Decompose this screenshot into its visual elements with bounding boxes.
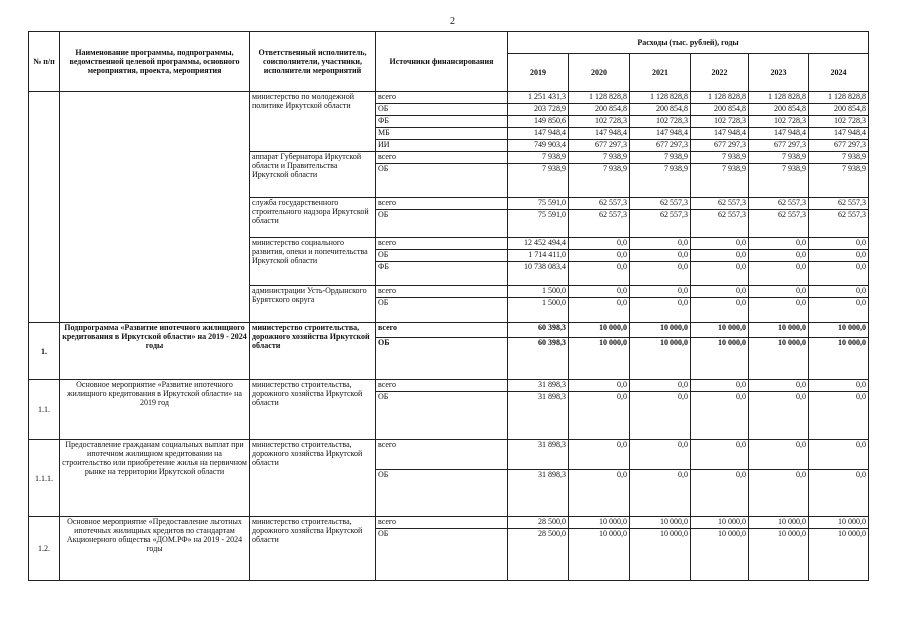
funding-source: ОБ	[376, 529, 508, 581]
expense-value: 0,0	[630, 262, 691, 286]
expense-value: 7 938,9	[809, 152, 869, 164]
funding-source: МБ	[376, 128, 508, 140]
responsible-executor: министерство социального развития, опеки и попечительства Иркутской области	[250, 238, 376, 286]
funding-source: всего	[376, 517, 508, 529]
expense-value: 0,0	[630, 250, 691, 262]
funding-source: всего	[376, 92, 508, 104]
expense-value: 102 728,3	[749, 116, 809, 128]
expense-value: 149 850,6	[508, 116, 569, 128]
expense-value: 203 728,9	[508, 104, 569, 116]
expense-value: 10 000,0	[569, 529, 630, 581]
expense-value: 7 938,9	[569, 164, 630, 198]
expense-value: 677 297,3	[569, 140, 630, 152]
expense-value: 200 854,8	[691, 104, 749, 116]
responsible-executor: министерство строительства, дорожного хозяйства Иркутской области	[250, 517, 376, 581]
expense-value: 62 557,3	[691, 210, 749, 238]
funding-source: всего	[376, 323, 508, 338]
table-row	[29, 92, 869, 104]
budget-table	[28, 31, 869, 581]
expense-value: 7 938,9	[749, 164, 809, 198]
expense-value: 677 297,3	[630, 140, 691, 152]
header-year: 2023	[749, 54, 809, 92]
expense-value: 75 591,0	[508, 210, 569, 238]
funding-source: ОБ	[376, 338, 508, 380]
funding-source: ИИ	[376, 140, 508, 152]
responsible-executor: служба государственного строительного надзора Иркутской области	[250, 198, 376, 238]
header-name: Наименование программы, подпрограммы, ведомственной целевой программы, основного мероприятия, проекта, мероприятия	[60, 32, 250, 92]
expense-value: 677 297,3	[691, 140, 749, 152]
expense-value: 62 557,3	[630, 210, 691, 238]
expense-value: 7 938,9	[749, 152, 809, 164]
expense-value: 677 297,3	[809, 140, 869, 152]
expense-value: 0,0	[630, 470, 691, 517]
expense-value: 28 500,0	[508, 529, 569, 581]
funding-source: ОБ	[376, 298, 508, 323]
expense-value: 62 557,3	[569, 198, 630, 210]
table-row	[29, 380, 869, 392]
expense-value: 147 948,4	[630, 128, 691, 140]
expense-value: 102 728,3	[630, 116, 691, 128]
funding-source: всего	[376, 152, 508, 164]
expense-value: 0,0	[749, 380, 809, 392]
expense-value: 0,0	[809, 262, 869, 286]
expense-value: 1 500,0	[508, 298, 569, 323]
expense-value: 0,0	[809, 392, 869, 440]
expense-value: 102 728,3	[691, 116, 749, 128]
expense-value: 7 938,9	[630, 152, 691, 164]
expense-value: 10 000,0	[809, 323, 869, 338]
table-row	[29, 323, 869, 338]
expense-value: 0,0	[809, 298, 869, 323]
funding-source: ОБ	[376, 104, 508, 116]
expense-value: 200 854,8	[749, 104, 809, 116]
expense-value: 10 000,0	[630, 529, 691, 581]
expense-value: 10 000,0	[569, 517, 630, 529]
expense-value: 0,0	[569, 470, 630, 517]
expense-value: 10 000,0	[691, 338, 749, 380]
expense-value: 0,0	[630, 392, 691, 440]
header-responsible: Ответственный исполнитель, соисполнители, участники, исполнители мероприятий	[250, 32, 376, 92]
expense-value: 0,0	[630, 298, 691, 323]
expense-value: 1 128 828,8	[691, 92, 749, 104]
expense-value: 0,0	[749, 262, 809, 286]
row-number: 1.2.	[29, 517, 60, 581]
table-row	[29, 440, 869, 470]
responsible-executor: администрации Усть-Ордынского Бурятского округа	[250, 286, 376, 323]
expense-value: 0,0	[809, 286, 869, 298]
expense-value: 0,0	[691, 262, 749, 286]
row-number: 1.	[29, 323, 60, 380]
expense-value: 102 728,3	[569, 116, 630, 128]
funding-source: ОБ	[376, 164, 508, 198]
expense-value: 0,0	[749, 440, 809, 470]
expense-value: 10 000,0	[630, 517, 691, 529]
funding-source: ОБ	[376, 392, 508, 440]
program-name: Предоставление гражданам социальных выплат при ипотечном жилищном кредитовании на строительство или приобретение жилья на первичном рынке на территории Иркутской области	[60, 440, 250, 517]
expense-value: 0,0	[569, 250, 630, 262]
expense-value: 0,0	[749, 286, 809, 298]
responsible-executor: министерство строительства, дорожного хозяйства Иркутской области	[250, 440, 376, 517]
program-name	[60, 92, 250, 323]
expense-value: 31 898,3	[508, 440, 569, 470]
header-year: 2021	[630, 54, 691, 92]
expense-value: 62 557,3	[809, 198, 869, 210]
expense-value: 200 854,8	[630, 104, 691, 116]
expense-value: 7 938,9	[630, 164, 691, 198]
expense-value: 7 938,9	[508, 152, 569, 164]
expense-value: 31 898,3	[508, 380, 569, 392]
expense-value: 0,0	[691, 380, 749, 392]
expense-value: 147 948,4	[569, 128, 630, 140]
expense-value: 7 938,9	[691, 164, 749, 198]
expense-value: 0,0	[630, 440, 691, 470]
funding-source: ОБ	[376, 250, 508, 262]
funding-source: ОБ	[376, 470, 508, 517]
expense-value: 200 854,8	[809, 104, 869, 116]
expense-value: 10 000,0	[749, 517, 809, 529]
expense-value: 1 714 411,0	[508, 250, 569, 262]
row-number: 1.1.	[29, 380, 60, 440]
expense-value: 7 938,9	[809, 164, 869, 198]
responsible-executor: министерство строительства, дорожного хозяйства Иркутской области	[250, 323, 376, 380]
funding-source: всего	[376, 286, 508, 298]
expense-value: 1 128 828,8	[749, 92, 809, 104]
expense-value: 0,0	[569, 238, 630, 250]
expense-value: 62 557,3	[749, 210, 809, 238]
header-year: 2020	[569, 54, 630, 92]
expense-value: 62 557,3	[749, 198, 809, 210]
header-year: 2022	[691, 54, 749, 92]
expense-value: 10 000,0	[809, 338, 869, 380]
expense-value: 7 938,9	[569, 152, 630, 164]
responsible-executor: министерство строительства, дорожного хозяйства Иркутской области	[250, 380, 376, 440]
expense-value: 7 938,9	[508, 164, 569, 198]
expense-value: 0,0	[809, 470, 869, 517]
program-name: Основное мероприятие «Предоставление льготных ипотечных жилищных кредитов по стандартам Акционерного общества «ДОМ.РФ» на 2019 - 2024 годы	[60, 517, 250, 581]
expense-value: 0,0	[749, 298, 809, 323]
expense-value: 7 938,9	[691, 152, 749, 164]
expense-value: 1 251 431,3	[508, 92, 569, 104]
expense-value: 0,0	[569, 298, 630, 323]
expense-value: 10 000,0	[569, 338, 630, 380]
expense-value: 62 557,3	[630, 198, 691, 210]
expense-value: 1 128 828,8	[809, 92, 869, 104]
expense-value: 0,0	[569, 392, 630, 440]
expense-value: 31 898,3	[508, 392, 569, 440]
expense-value: 0,0	[691, 470, 749, 517]
expense-value: 147 948,4	[691, 128, 749, 140]
expense-value: 0,0	[749, 470, 809, 517]
expense-value: 1 128 828,8	[630, 92, 691, 104]
responsible-executor: аппарат Губернатора Иркутской области и Правительства Иркутской области	[250, 152, 376, 198]
expense-value: 10 000,0	[691, 529, 749, 581]
expense-value: 62 557,3	[809, 210, 869, 238]
funding-source: всего	[376, 440, 508, 470]
expense-value: 1 128 828,8	[569, 92, 630, 104]
expense-value: 147 948,4	[508, 128, 569, 140]
header-num: № п/п	[29, 32, 60, 92]
funding-source: ФБ	[376, 262, 508, 286]
expense-value: 0,0	[749, 250, 809, 262]
expense-value: 10 000,0	[691, 323, 749, 338]
row-number	[29, 92, 60, 323]
expense-value: 0,0	[809, 250, 869, 262]
expense-value: 147 948,4	[809, 128, 869, 140]
expense-value: 0,0	[691, 298, 749, 323]
row-number: 1.1.1.	[29, 440, 60, 517]
expense-value: 10 000,0	[809, 517, 869, 529]
header-expenses: Расходы (тыс. рублей), годы	[508, 32, 869, 54]
expense-value: 1 500,0	[508, 286, 569, 298]
expense-value: 102 728,3	[809, 116, 869, 128]
expense-value: 0,0	[691, 286, 749, 298]
funding-source: ОБ	[376, 210, 508, 238]
expense-value: 0,0	[691, 250, 749, 262]
expense-value: 10 000,0	[630, 338, 691, 380]
expense-value: 31 898,3	[508, 470, 569, 517]
header-year: 2024	[809, 54, 869, 92]
responsible-executor: министерство по молодежной политике Иркутской области	[250, 92, 376, 152]
expense-value: 0,0	[691, 392, 749, 440]
expense-value: 62 557,3	[691, 198, 749, 210]
expense-value: 749 903,4	[508, 140, 569, 152]
expense-value: 10 000,0	[691, 517, 749, 529]
expense-value: 0,0	[569, 380, 630, 392]
expense-value: 0,0	[691, 440, 749, 470]
page-number: 2	[450, 16, 455, 27]
table-row	[29, 517, 869, 529]
expense-value: 677 297,3	[749, 140, 809, 152]
expense-value: 147 948,4	[749, 128, 809, 140]
expense-value: 0,0	[630, 238, 691, 250]
expense-value: 60 398,3	[508, 323, 569, 338]
expense-value: 200 854,8	[569, 104, 630, 116]
expense-value: 0,0	[691, 238, 749, 250]
header-year: 2019	[508, 54, 569, 92]
expense-value: 28 500,0	[508, 517, 569, 529]
expense-value: 0,0	[569, 262, 630, 286]
program-name: Основное мероприятие «Развитие ипотечного жилищного кредитования в Иркутской области» на 2019 год	[60, 380, 250, 440]
expense-value: 10 000,0	[749, 529, 809, 581]
expense-value: 10 000,0	[569, 323, 630, 338]
expense-value: 0,0	[749, 238, 809, 250]
funding-source: всего	[376, 198, 508, 210]
expense-value: 0,0	[630, 380, 691, 392]
expense-value: 0,0	[569, 286, 630, 298]
expense-value: 0,0	[809, 238, 869, 250]
table-body	[29, 92, 869, 581]
expense-value: 10 000,0	[749, 323, 809, 338]
expense-value: 0,0	[630, 286, 691, 298]
expense-value: 10 000,0	[809, 529, 869, 581]
expense-value: 0,0	[569, 440, 630, 470]
funding-source: ФБ	[376, 116, 508, 128]
expense-value: 60 398,3	[508, 338, 569, 380]
expense-value: 12 452 494,4	[508, 238, 569, 250]
expense-value: 0,0	[749, 392, 809, 440]
expense-value: 10 000,0	[630, 323, 691, 338]
funding-source: всего	[376, 380, 508, 392]
funding-source: всего	[376, 238, 508, 250]
expense-value: 10 000,0	[749, 338, 809, 380]
program-name: Подпрограмма «Развитие ипотечного жилищного кредитования в Иркутской области» на 2019 - 2024 годы	[60, 323, 250, 380]
expense-value: 75 591,0	[508, 198, 569, 210]
expense-value: 0,0	[809, 380, 869, 392]
header-source: Источники финансирования	[376, 32, 508, 92]
expense-value: 0,0	[809, 440, 869, 470]
expense-value: 62 557,3	[569, 210, 630, 238]
expense-value: 10 738 083,4	[508, 262, 569, 286]
